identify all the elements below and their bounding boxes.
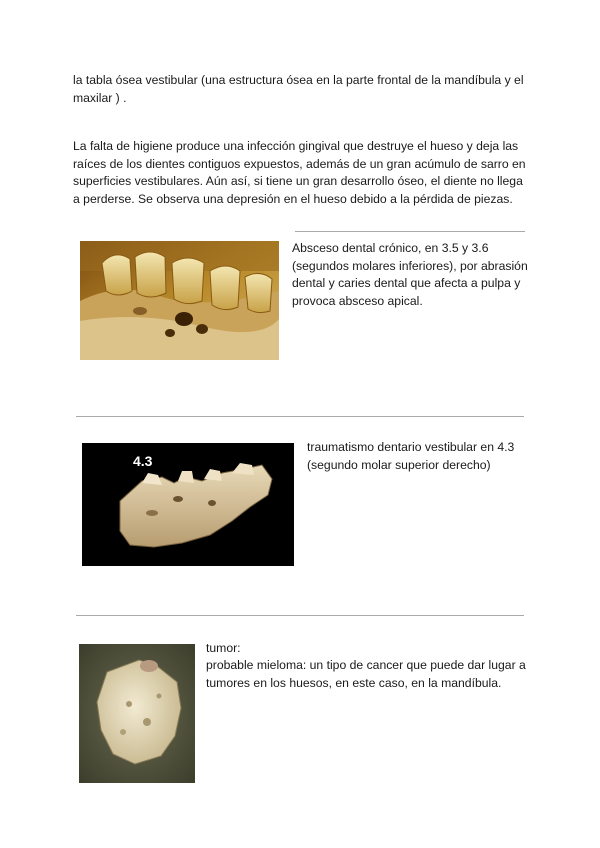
hygiene-paragraph: La falta de higiene produce una infección gingival que destruye el hueso y deja las raíces de los dientes contiguos expuestos, además de un gran acúmulo de sarro en superficies vestibulares. Aún así, si tiene un gran desarrollo óseo, el diente no llega a perderse. Se observa una depresión en el hueso debido a la pérdida de piezas.	[73, 139, 526, 206]
trauma-caption: traumatismo dentario vestibular en 4.3 (segundo molar superior derecho)	[307, 440, 515, 472]
intro-paragraph: la tabla ósea vestibular (una estructura ósea en la parte frontal de la mandíbula y el maxilar ) .	[73, 73, 524, 105]
divider	[295, 231, 525, 232]
tumor-bone-photo	[79, 644, 195, 783]
divider	[76, 416, 524, 417]
tumor-caption: probable mieloma: un tipo de cancer que puede dar lugar a tumores en los huesos, en este caso, en la mandíbula.	[206, 658, 526, 690]
abscess-jaw-photo	[80, 241, 279, 360]
tumor-title: tumor:	[206, 641, 241, 655]
divider	[76, 615, 524, 616]
abscess-caption: Absceso dental crónico, en 3.5 y 3.6 (segundos molares inferiores), por abrasión dental y caries dental que afecta a pulpa y provoca absceso apical.	[292, 241, 528, 308]
trauma-jaw-photo	[82, 443, 294, 566]
tooth-label: 4.3	[133, 453, 153, 469]
